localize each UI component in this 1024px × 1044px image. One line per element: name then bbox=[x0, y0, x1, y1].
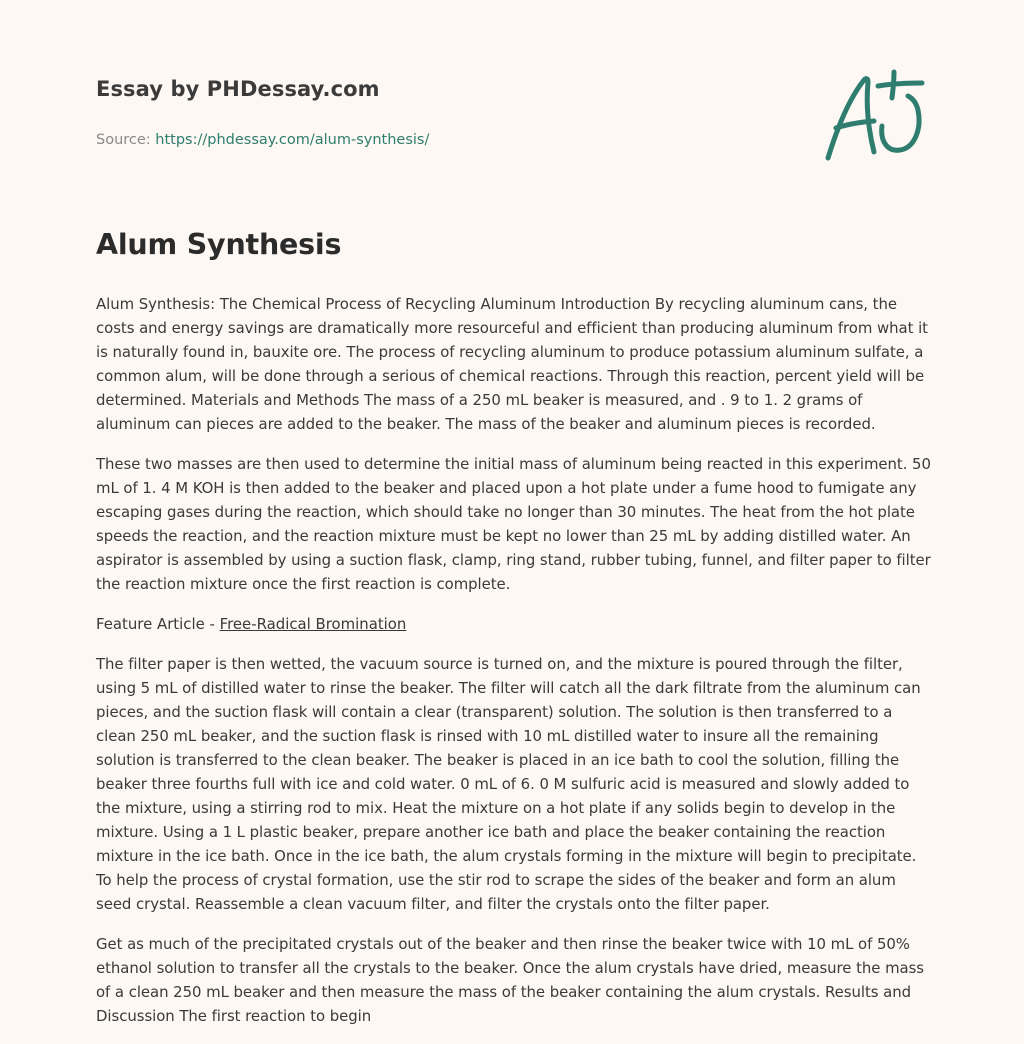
feature-article-link[interactable]: Free-Radical Bromination bbox=[219, 615, 407, 633]
feature-label: Feature Article - bbox=[96, 615, 220, 633]
source-link[interactable]: https://phdessay.com/alum-synthesis/ bbox=[155, 132, 430, 148]
article-title: Alum Synthesis bbox=[96, 228, 342, 261]
paragraph-3: The filter paper is then wetted, the vacuum source is turned on, and the mixture is poured through the filter, using 5 mL of distilled water to rinse the beaker. The filter will catch all the dark filtrate from the aluminum can pieces, and the suction flask will contain a clear (transparent) solution. The solution is then transferred to a clean 250 mL beaker, and the suction flask is rinsed with 10 mL distilled water to insure all the remaining solution is transferred to the clean beaker. The beaker is placed in an ice bath to cool the solution, filling the beaker three fourths full with ice and cold water. 0 mL of 6. 0 M sulfuric acid is measured and slowly added to the mixture, using a stirring rod to mix. Heat the mixture on a hot plate if any solids begin to develop in the mixture. Using a 1 L plastic beaker, prepare another ice bath and place the beaker containing the reaction mixture in the ice bath. Once in the ice bath, the alum crystals forming in the mixture will begin to precipitate. To help the process of crystal formation, use the stir rod to scrape the sides of the beaker and form an alum seed crystal. Reassemble a clean vacuum filter, and filter the crystals onto the filter paper. bbox=[96, 655, 921, 913]
paragraph-2: These two masses are then used to determine the initial mass of aluminum being reacted in this experiment. 50 mL of 1. 4 M KOH is then added to the beaker and placed upon a hot plate under a fume hood to fumigate any escaping gases during the reaction, which should take no longer than 30 minutes. The heat from the hot plate speeds the reaction, and the reaction mixture must be kept no lower than 25 mL by adding distilled water. An aspirator is assembled by using a suction flask, clamp, ring stand, rubber tubing, funnel, and filter paper to filter the reaction mixture once the first reaction is complete. bbox=[96, 455, 931, 593]
page-header bbox=[96, 74, 696, 150]
source-line bbox=[96, 130, 696, 150]
paragraph-4: Get as much of the precipitated crystals out of the beaker and then rinse the beaker twice with 10 mL of 50% ethanol solution to transfer all the crystals to the beaker. Once the alum crystals have dried, measure the mass of a clean 250 mL beaker and then measure the mass of the beaker containing the alum crystals. Results and Discussion The first reaction to begin bbox=[96, 935, 925, 1025]
a-plus-logo-icon bbox=[822, 66, 932, 166]
feature-article bbox=[96, 612, 932, 636]
paragraph-1: Alum Synthesis: The Chemical Process of Recycling Aluminum Introduction By recycling aluminum cans, the costs and energy savings are dramatically more resourceful and efficient than producing aluminum from what it is naturally found in, bauxite ore. The process of recycling aluminum to produce potassium aluminum sulfate, a common alum, will be done through a serious of chemical reactions. Through this reaction, percent yield will be determined. Materials and Methods The mass of a 250 mL beaker is measured, and . 9 to 1. 2 grams of aluminum can pieces are added to the beaker. The mass of the beaker and aluminum pieces is recorded. bbox=[96, 295, 928, 433]
article bbox=[96, 224, 932, 1044]
source-label: Source: bbox=[96, 132, 156, 148]
site-title: Essay by PHDessay.com bbox=[96, 77, 380, 101]
